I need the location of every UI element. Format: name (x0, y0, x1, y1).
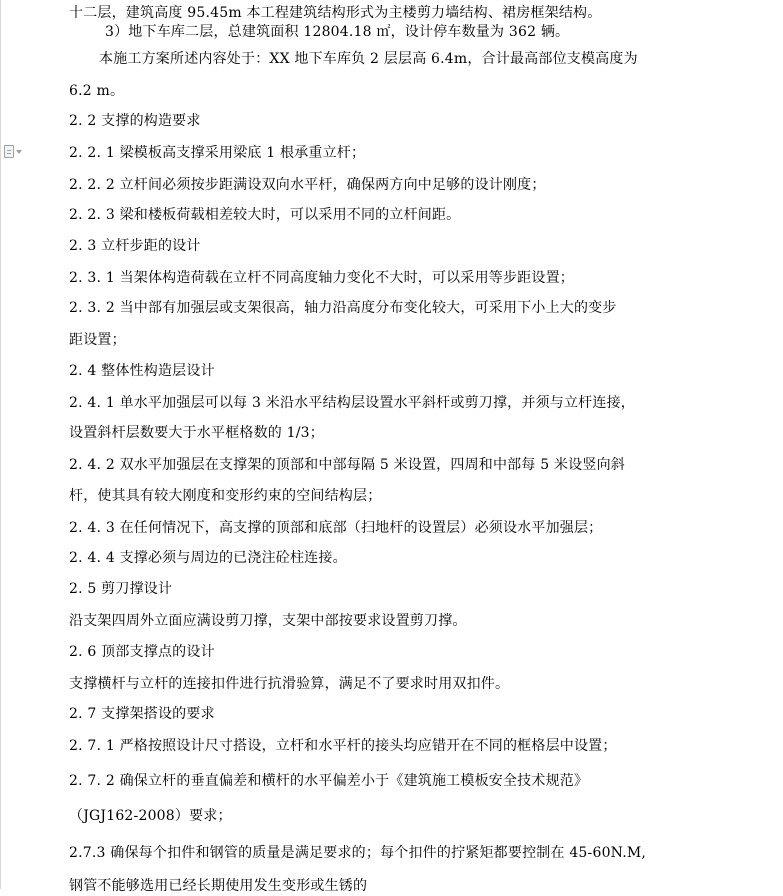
paragraph-line: 2. 2. 1 梁模板高支撑采用梁底 1 根承重立杆； (69, 145, 366, 161)
paragraph-line: 2. 4. 1 单水平加强层可以每 3 米沿水平结构层设置水平斜杆或剪刀撑，并须与立杆连接， (69, 395, 635, 411)
paragraph-line: 2. 2. 2 立杆间必须按步距满设双向水平杆，确保两方向中足够的设计刚度； (69, 177, 546, 193)
section-heading: 2. 4 整体性构造层设计 (69, 363, 215, 379)
paragraph-line: 设置斜杆层数要大于水平框格数的 1/3； (69, 425, 324, 441)
paragraph-line: （JGJ162-2008）要求； (69, 808, 232, 824)
section-heading: 2. 2 支撑的构造要求 (69, 113, 201, 129)
paragraph-line: 6.2 m。 (69, 83, 125, 99)
section-heading: 2. 5 剪刀撑设计 (69, 581, 173, 597)
section-heading: 2. 6 顶部支撑点的设计 (69, 644, 215, 660)
paragraph-line: 本施工方案所述内容处于：XX 地下车库负 2 层层高 6.4m，合计最高部位支模高度为 (99, 51, 638, 67)
chevron-down-icon[interactable] (16, 150, 22, 154)
paragraph-line: 支撑横杆与立杆的连接扣件进行抗滑验算，满足不了要求时用双扣件。 (69, 676, 510, 692)
section-heading: 2. 3 立杆步距的设计 (69, 238, 201, 254)
paragraph-marker[interactable] (4, 143, 34, 159)
paragraph-line: 十二层，建筑高度 95.45m 本工程建筑结构形式为主楼剪力墙结构、裙房框架结构。 (69, 5, 602, 21)
document-body (69, 0, 719, 894)
paragraph-line: 2. 7. 1 严格按照设计尺寸搭设，立杆和水平杆的接头均应错开在不同的框格层中设置； (69, 738, 617, 754)
paragraph-line: 钢管不能够选用已经长期使用发生变形或生锈的 (69, 878, 368, 894)
paragraph-line: 2.7.3 确保每个扣件和钢管的质量是满足要求的；每个扣件的拧紧矩都要控制在 45-60N.M, (69, 845, 647, 861)
paragraph-line: 沿支架四周外立面应满设剪刀撑，支架中部按要求设置剪刀撑。 (69, 613, 467, 629)
paragraph-line: 2. 3. 2 当中部有加强层或支架很高，轴力沿高度分布变化较大，可采用下小上大的变步 (69, 300, 617, 316)
paragraph-line: 杆，使其具有较大刚度和变形约束的空间结构层； (69, 488, 382, 504)
document-icon (4, 145, 14, 158)
paragraph-line: 2. 4. 3 在任何情况下，高支撑的顶部和底部（扫地杆的设置层）必须设水平加强层； (69, 520, 603, 536)
paragraph-line: 3）地下车库二层，总建筑面积 12804.18 ㎡，设计停车数量为 362 辆。 (105, 24, 570, 40)
page-left-border (0, 0, 1, 889)
paragraph-line: 2. 2. 3 梁和楼板荷载相差较大时，可以采用不同的立杆间距。 (69, 207, 461, 223)
paragraph-line: 2. 4. 2 双水平加强层在支撑架的顶部和中部每隔 5 米设置，四周和中部每 5 米设竖向斜 (69, 457, 625, 473)
paragraph-line: 2. 4. 4 支撑必须与周边的已浇注砼柱连接。 (69, 550, 347, 566)
paragraph-line: 2. 3. 1 当架体构造荷载在立杆不同高度轴力变化不大时，可以采用等步距设置； (69, 270, 574, 286)
paragraph-line: 2. 7. 2 确保立杆的垂直偏差和横杆的水平偏差小于《建筑施工模板安全技术规范》 (69, 773, 589, 789)
section-heading: 2. 7 支撑架搭设的要求 (69, 706, 215, 722)
paragraph-line: 距设置； (69, 332, 126, 348)
